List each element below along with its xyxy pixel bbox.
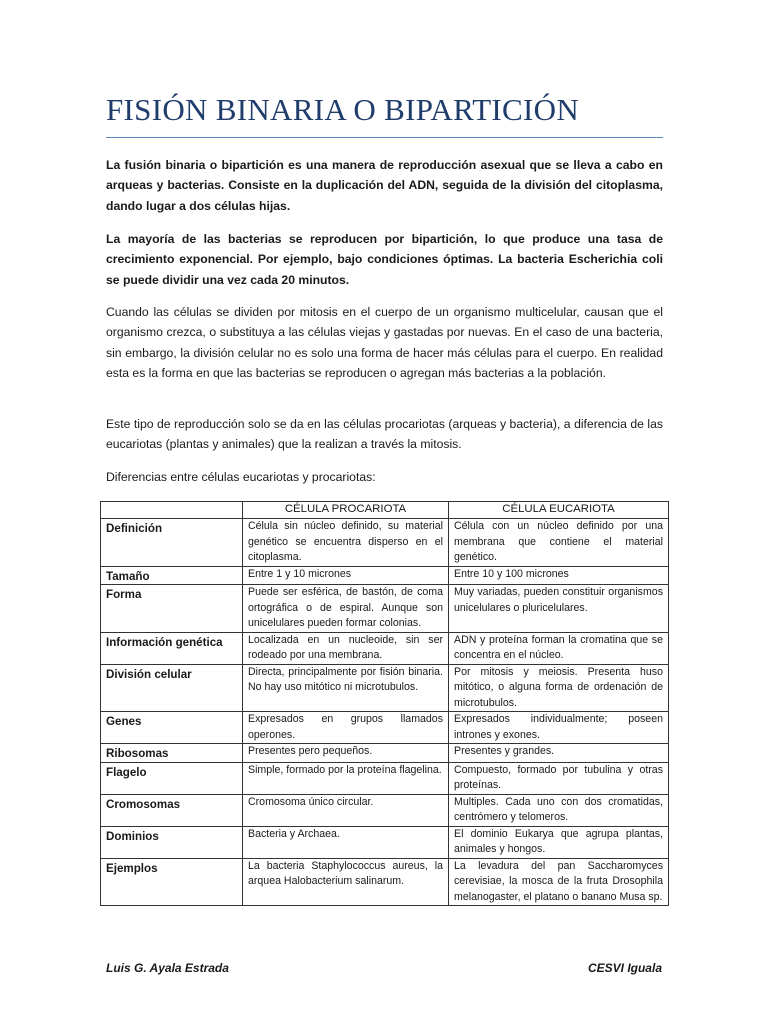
table-row bbox=[101, 585, 669, 633]
paragraph-1 bbox=[106, 155, 663, 216]
table-row bbox=[101, 632, 669, 664]
row-label: Definición bbox=[101, 519, 243, 567]
paragraph-text: La fusión binaria o bipartición es una manera de reproducción asexual que se lleva a cabo en arqueas y bacterias. Consiste en la duplicación del ADN, seguida de la división del citoplasma, dando lugar a dos células hijas. bbox=[106, 158, 663, 213]
eukaryote-cell: Compuesto, formado por tubulina y otras proteínas. bbox=[449, 762, 669, 794]
eukaryote-cell: Célula con un núcleo definido por una membrana que contiene el material genético. bbox=[449, 519, 669, 567]
paragraph-text: Cuando las células se dividen por mitosis en el cuerpo de un organismo multicelular, causan que el organismo crezca, o substituya a las células viejas y gastadas por nuevas. En el caso de una bacteria, sin embargo, la división celular no es solo una forma de hacer más células para el cuerpo. En realidad esta es la forma en que las bacterias se reproducen o agregan más bacterias a la población. bbox=[106, 305, 663, 380]
table-row bbox=[101, 519, 669, 567]
row-label: División celular bbox=[101, 664, 243, 712]
eukaryote-cell: Entre 10 y 100 micrones bbox=[449, 566, 669, 585]
prokaryote-cell: Localizada en un nucleoide, sin ser rodeado por una membrana. bbox=[243, 632, 449, 664]
prokaryote-cell: Puede ser esférica, de bastón, de coma ortográfica o de espiral. Aunque son unicelulares pueden formar colonias. bbox=[243, 585, 449, 633]
prokaryote-cell: Bacteria y Archaea. bbox=[243, 826, 449, 858]
paragraph-text: Este tipo de reproducción solo se da en las células procariotas (arqueas y bacteria), a diferencia de las eucariotas (plantas y animales) que la realizan a través la mitosis. bbox=[106, 417, 663, 452]
table-row bbox=[101, 762, 669, 794]
table-body bbox=[101, 519, 669, 906]
table-row bbox=[101, 712, 669, 744]
header-eukaryote: CÉLULA EUCARIOTA bbox=[449, 502, 669, 519]
eukaryote-cell: Presentes y grandes. bbox=[449, 744, 669, 763]
row-label: Tamaño bbox=[101, 566, 243, 585]
row-label: Dominios bbox=[101, 826, 243, 858]
eukaryote-cell: Por mitosis y meiosis. Presenta huso mitótico, o alguna forma de ordenación de microtubulos. bbox=[449, 664, 669, 712]
table-row bbox=[101, 744, 669, 763]
row-label: Cromosomas bbox=[101, 794, 243, 826]
paragraph-2 bbox=[106, 229, 663, 290]
prokaryote-cell: Entre 1 y 10 micrones bbox=[243, 566, 449, 585]
table-caption bbox=[106, 467, 663, 487]
title-divider bbox=[106, 137, 663, 138]
row-label: Ribosomas bbox=[101, 744, 243, 763]
table-header-row bbox=[101, 502, 669, 519]
eukaryote-cell: ADN y proteína forman la cromatina que se concentra en el núcleo. bbox=[449, 632, 669, 664]
table-row bbox=[101, 566, 669, 585]
eukaryote-cell: Expresados individualmente; poseen intrones y exones. bbox=[449, 712, 669, 744]
prokaryote-cell: Expresados en grupos llamados operones. bbox=[243, 712, 449, 744]
table-row bbox=[101, 664, 669, 712]
prokaryote-cell: Célula sin núcleo definido, su material genético se encuentra disperso en el citoplasma. bbox=[243, 519, 449, 567]
eukaryote-cell: Muy variadas, pueden constituir organismos unicelulares o pluricelulares. bbox=[449, 585, 669, 633]
paragraph-4 bbox=[106, 414, 663, 455]
footer-institution: CESVI Iguala bbox=[587, 961, 662, 975]
prokaryote-cell: Cromosoma único circular. bbox=[243, 794, 449, 826]
table-row bbox=[101, 794, 669, 826]
table-row bbox=[101, 826, 669, 858]
prokaryote-cell: Directa, principalmente por fisión binaria. No hay uso mitótico ni microtubulos. bbox=[243, 664, 449, 712]
prokaryote-cell: La bacteria Staphylococcus aureus, la arquea Halobacterium salinarum. bbox=[243, 858, 449, 906]
table-caption-text: Diferencias entre células eucariotas y procariotas: bbox=[106, 470, 376, 484]
comparison-table bbox=[100, 501, 669, 906]
row-label: Información genética bbox=[101, 632, 243, 664]
prokaryote-cell: Simple, formado por la proteína flagelina. bbox=[243, 762, 449, 794]
table-row bbox=[101, 858, 669, 906]
paragraph-3 bbox=[106, 302, 663, 383]
header-prokaryote: CÉLULA PROCARIOTA bbox=[243, 502, 449, 519]
eukaryote-cell: El dominio Eukarya que agrupa plantas, animales y hongos. bbox=[449, 826, 669, 858]
prokaryote-cell: Presentes pero pequeños. bbox=[243, 744, 449, 763]
row-label: Genes bbox=[101, 712, 243, 744]
eukaryote-cell: La levadura del pan Saccharomyces cerevisiae, la mosca de la fruta Drosophila melanogaster, el platano o banano Musa sp. bbox=[449, 858, 669, 906]
paragraph-text: La mayoría de las bacterias se reproducen por bipartición, lo que produce una tasa de crecimiento exponencial. Por ejemplo, bajo condiciones óptimas. La bacteria Escherichia coli se puede dividir una vez cada 20 minutos. bbox=[106, 232, 663, 287]
header-empty bbox=[101, 502, 243, 519]
row-label: Forma bbox=[101, 585, 243, 633]
footer-author: Luis G. Ayala Estrada bbox=[106, 961, 229, 975]
row-label: Ejemplos bbox=[101, 858, 243, 906]
page-title: FISIÓN BINARIA O BIPARTICIÓN bbox=[106, 92, 580, 127]
eukaryote-cell: Multiples. Cada uno con dos cromatidas, centrómero y telomeros. bbox=[449, 794, 669, 826]
row-label: Flagelo bbox=[101, 762, 243, 794]
